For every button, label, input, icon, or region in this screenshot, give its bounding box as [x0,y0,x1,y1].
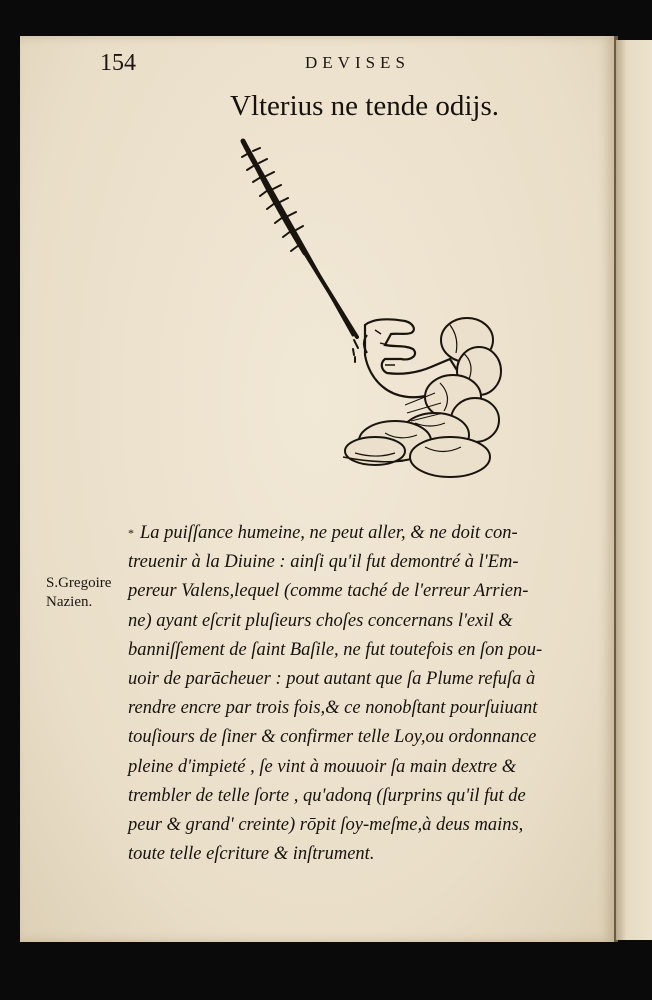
running-head: DEVISES [305,53,410,72]
footnote-marker: * [128,526,134,540]
text-line: pleine d'impieté , ſe vint à mouuoir ſa main dextre & [128,756,517,777]
text-line: treuenir à la Diuine : ainſi qu'il fut demontré à l'Em- [128,552,519,573]
text-line: ne) ayant eſcrit pluſieurs choſes concernans l'exil & [128,610,513,631]
text-line: uoir de parācheuer : pout autant que ſa Plume refuſa à [128,669,536,690]
margin-note-line: Nazien. [46,594,93,610]
text-line: rendre encre par trois fois,& ce nonobſtant pourſuiuant [128,698,538,719]
text-line: touſiours de ſiner & confirmer telle Loy,ou ordonnance [128,727,537,748]
page-number: 154 [100,50,136,76]
body-paragraph [128,519,598,869]
text-line: toute telle eſcriture & inſtrument. [128,844,375,865]
quill-pen-icon [242,141,358,362]
text-line: pereur Valens,lequel (comme taché de l'erreur Arrien- [128,581,529,602]
text-line: banniſſement de ſaint Baſile, ne fut toutefois en ſon pou- [128,639,543,660]
emblem-motto: Vlterius ne tende odijs. [230,90,500,122]
facing-page-edge [616,40,652,940]
text-line: peur & grand' creinte) rōpit ſoy-meſme,à deus mains, [128,815,524,836]
margin-note [46,574,111,612]
text-line: * La puiſſance humeine, ne peut aller, & ne doit con- [128,523,518,543]
margin-note-line: S.Gregoire [46,575,112,591]
hand-with-quill-emerging-from-cloud-icon [235,135,505,500]
text-line: trembler de telle ſorte , qu'adonq (ſurprins qu'il fut de [128,785,526,806]
